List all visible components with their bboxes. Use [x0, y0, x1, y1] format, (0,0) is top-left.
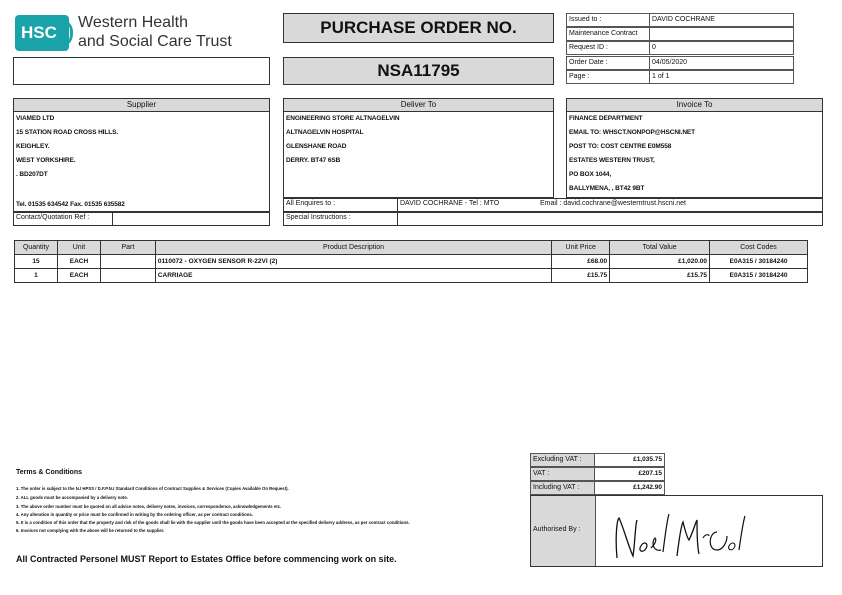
info-maintenance-contract — [566, 27, 794, 41]
terms-line: 1. The order is subject to the N.I HPSS / D.F.P.N.I Standard Conditions of Contract Supplies & Services (Copies Available On Request). — [16, 486, 289, 491]
cell-total-value: £1,020.00 — [610, 255, 710, 269]
supplier-line: . BD207DT — [16, 171, 48, 178]
info-value: 1 of 1 — [650, 70, 794, 84]
supplier-header: Supplier — [13, 98, 270, 112]
contact-ref-row — [13, 212, 270, 226]
supplier-phone: Tel. 01535 634542 Fax. 01535 635582 — [16, 201, 125, 208]
reference-box — [13, 57, 270, 85]
col-header-description: Product Description — [155, 241, 551, 255]
authorised-label: Authorised By : — [533, 526, 581, 533]
org-name-line1: Western Health — [78, 14, 188, 31]
cell-unit: EACH — [57, 269, 100, 283]
divider — [112, 213, 113, 225]
table-header-row — [15, 241, 808, 255]
special-instructions-label: Special Instructions : — [286, 214, 351, 221]
cell-unit-price: £68.00 — [552, 255, 610, 269]
cell-quantity: 15 — [15, 255, 58, 269]
invoice-line: EMAIL TO: WHSCT.NONPOP@HSCNI.NET — [569, 129, 696, 136]
enquiries-row — [283, 198, 823, 212]
cell-cost-code: E0A315 / 30184240 — [710, 269, 808, 283]
authorised-box — [530, 495, 823, 567]
deliver-line: ALTNAGELVIN HOSPITAL — [286, 129, 364, 136]
invoice-line: ESTATES WESTERN TRUST, — [569, 157, 655, 164]
info-value: 04/05/2020 — [650, 56, 794, 70]
site-notice: All Contracted Personel MUST Report to Estates Office before commencing work on site. — [16, 554, 397, 564]
total-value: £1,242.90 — [595, 481, 665, 495]
invoice-to-panel — [566, 112, 823, 198]
terms-line: 2. ALL goods must be accompanied by a delivery note. — [16, 495, 128, 500]
col-header-cost-codes: Cost Codes — [710, 241, 808, 255]
cell-unit-price: £15.75 — [552, 269, 610, 283]
invoice-line: PO BOX 1044, — [569, 171, 612, 178]
total-key: Excluding VAT : — [530, 453, 595, 467]
deliver-line: GLENSHANE ROAD — [286, 143, 347, 150]
logo-swoosh-icon — [59, 18, 73, 48]
signature-image — [611, 506, 751, 564]
divider — [397, 213, 398, 225]
supplier-line: VIAMED LTD — [16, 115, 55, 122]
info-value — [650, 27, 794, 41]
info-key: Page : — [566, 70, 650, 84]
contact-ref-label: Contact/Quotation Ref : — [16, 214, 90, 221]
deliver-to-panel — [283, 112, 554, 198]
col-header-part: Part — [100, 241, 155, 255]
divider — [397, 199, 398, 211]
po-number: NSA11795 — [283, 57, 554, 85]
terms-line: 5. It is a condition of this order that the property and risk of the goods shall lie with the supplier until the goods have been accepted at the specified delivery address, as per contract conditions. — [16, 520, 410, 525]
supplier-line: 15 STATION ROAD CROSS HILLS. — [16, 129, 119, 136]
invoice-line: FINANCE DEPARTMENT — [569, 115, 643, 122]
hsc-logo — [15, 15, 69, 51]
deliver-to-header: Deliver To — [283, 98, 554, 112]
terms-line: 3. The above order number must be quoted on all advice notes, delivery notes, invoices, correspondence, acknowledgements etc. — [16, 504, 282, 509]
deliver-line: ENGINEERING STORE ALTNAGELVIN — [286, 115, 400, 122]
enquiries-label: All Enquires to : — [286, 200, 336, 207]
terms-line: 6. Invoices not complying with the above will be returned to the supplier. — [16, 528, 165, 533]
org-name-line2: and Social Care Trust — [78, 33, 232, 50]
deliver-line: DERRY. BT47 6SB — [286, 157, 341, 164]
total-key: VAT : — [530, 467, 595, 481]
info-key: Maintenance Contract — [566, 27, 650, 41]
invoice-line: POST TO: COST CENTRE E0M558 — [569, 143, 672, 150]
supplier-line: WEST YORKSHIRE. — [16, 157, 76, 164]
supplier-panel — [13, 112, 270, 212]
info-page — [566, 70, 794, 84]
table-row — [15, 255, 808, 269]
terms-title: Terms & Conditions — [16, 469, 82, 476]
po-title: PURCHASE ORDER NO. — [283, 13, 554, 43]
info-key: Order Date : — [566, 56, 650, 70]
info-value: 0 — [650, 41, 794, 55]
info-key: Request ID : — [566, 41, 650, 55]
cell-description: 0110072 - OXYGEN SENSOR R-22VI (2) — [155, 255, 551, 269]
total-vat — [530, 467, 665, 481]
info-order-date — [566, 56, 794, 70]
cell-description: CARRIAGE — [155, 269, 551, 283]
cell-quantity: 1 — [15, 269, 58, 283]
total-value: £1,035.75 — [595, 453, 665, 467]
col-header-unit: Unit — [57, 241, 100, 255]
total-key: Including VAT : — [530, 481, 595, 495]
supplier-line: KEIGHLEY. — [16, 143, 50, 150]
terms-line: 4. Any alteration in quantity or price must be confirmed in writing by the ordering officer, as per contract conditions. — [16, 512, 253, 517]
invoice-line: BALLYMENA, , BT42 9BT — [569, 185, 645, 192]
enquiries-email: Email : david.cochrane@westerntrust.hscni.net — [540, 200, 687, 207]
info-value: DAVID COCHRANE — [650, 13, 794, 27]
cell-total-value: £15.75 — [610, 269, 710, 283]
cell-cost-code: E0A315 / 30184240 — [710, 255, 808, 269]
col-header-quantity: Quantity — [15, 241, 58, 255]
col-header-total-value: Total Value — [610, 241, 710, 255]
total-excluding-vat — [530, 453, 665, 467]
cell-unit: EACH — [57, 255, 100, 269]
enquiries-contact: DAVID COCHRANE - Tel : MTO — [400, 200, 500, 207]
special-instructions-row — [283, 212, 823, 226]
col-header-unit-price: Unit Price — [552, 241, 610, 255]
cell-part — [100, 255, 155, 269]
cell-part — [100, 269, 155, 283]
total-including-vat — [530, 481, 665, 495]
table-row — [15, 269, 808, 283]
logo-text: HSC — [21, 23, 57, 42]
invoice-to-header: Invoice To — [566, 98, 823, 112]
info-issued-to — [566, 13, 794, 27]
info-key: Issued to : — [566, 13, 650, 27]
info-request-id — [566, 41, 794, 55]
items-table — [14, 240, 808, 283]
total-value: £207.15 — [595, 467, 665, 481]
